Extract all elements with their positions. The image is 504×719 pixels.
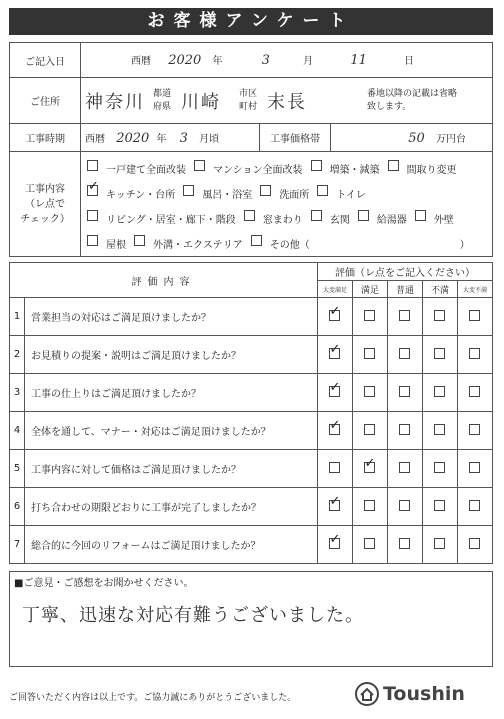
- opinion-label: ■ご意見・ご感想をお聞かせください。: [14, 578, 194, 589]
- period-label: 工事時期: [10, 124, 81, 152]
- rating-checkbox[interactable]: [399, 386, 410, 397]
- rating-checkbox[interactable]: [329, 462, 340, 473]
- work-item-label: 洗面所: [279, 190, 310, 201]
- info-table: [9, 42, 493, 257]
- rating-cell: [318, 374, 353, 412]
- rating-checkbox[interactable]: [364, 500, 375, 511]
- rating-cell: [458, 488, 493, 526]
- city-unit: 市区 町村: [239, 88, 258, 112]
- brand-name: Toushin: [383, 683, 465, 705]
- work-checkbox[interactable]: [415, 210, 426, 221]
- work-items: [85, 152, 488, 256]
- work-item: [87, 157, 186, 176]
- rating-checkbox[interactable]: [434, 424, 445, 435]
- rating-checkbox[interactable]: [329, 500, 340, 511]
- house-icon: [355, 682, 379, 706]
- work-checkbox[interactable]: [317, 185, 328, 196]
- work-item-label: 屋根: [106, 240, 126, 251]
- work-item-label: 間取り変更: [406, 165, 457, 176]
- column-very-satisfied: 大変満足: [318, 281, 353, 298]
- rating-cell: [353, 336, 388, 374]
- rating-cell: [353, 412, 388, 450]
- question-number: 3: [10, 374, 25, 412]
- question-text: 総合的に今回のリフォームはご満足頂けましたか？: [25, 526, 318, 564]
- period-row: [10, 124, 493, 152]
- date-label: ご記入日: [10, 43, 81, 78]
- question-number: 7: [10, 526, 25, 564]
- column-very-unsatisfied: 大変不満: [458, 281, 493, 298]
- rating-cell: [388, 336, 423, 374]
- work-checkbox[interactable]: [251, 235, 262, 246]
- rating-checkbox[interactable]: [364, 348, 375, 359]
- work-checkbox[interactable]: [311, 160, 322, 171]
- rating-checkbox[interactable]: [364, 310, 375, 321]
- work-item-label: マンション全面改装: [213, 165, 303, 176]
- work-checkbox[interactable]: [134, 235, 145, 246]
- rating-checkbox[interactable]: [469, 538, 480, 549]
- work-checkbox[interactable]: [183, 185, 194, 196]
- work-item-label: リビング・居室・廊下・階段: [106, 215, 236, 226]
- work-item-label: 増築・減築: [329, 165, 380, 176]
- work-item: [87, 232, 126, 251]
- rating-cell: [423, 488, 458, 526]
- work-item-label: 外溝・エクステリア: [153, 240, 243, 251]
- period-month: 3: [179, 130, 188, 146]
- work-item: [311, 207, 350, 226]
- price-unit: 万円台: [436, 133, 466, 145]
- evaluation-table: [9, 262, 493, 564]
- work-item: [415, 207, 454, 226]
- work-item-label: キッチン・台所: [106, 190, 176, 201]
- question-text: 工事の仕上りはご満足頂けましたか？: [25, 374, 318, 412]
- work-item-label: トイレ: [336, 190, 366, 201]
- survey-title: お客様アンケート: [9, 8, 493, 35]
- rating-cell: [318, 488, 353, 526]
- rating-checkbox[interactable]: [399, 462, 410, 473]
- date-year: 2020: [168, 53, 202, 68]
- period-year: 2020: [116, 130, 150, 146]
- question-text: お見積りの提案・説明はご満足頂けましたか？: [25, 336, 318, 374]
- price-value: 50: [408, 130, 425, 146]
- rating-cell: [353, 526, 388, 564]
- work-item: [194, 157, 303, 176]
- rating-checkbox[interactable]: [364, 538, 375, 549]
- rating-cell: [388, 412, 423, 450]
- evaluation-header-row: [10, 263, 493, 281]
- date-month: 3: [261, 53, 270, 68]
- evaluation-row: [10, 488, 493, 526]
- rating-checkbox[interactable]: [434, 500, 445, 511]
- evaluation-row: [10, 412, 493, 450]
- address-prefecture: 神奈川: [85, 91, 145, 113]
- rating-cell: [423, 450, 458, 488]
- rating-cell: [388, 526, 423, 564]
- question-text: 工事内容に対して価格はご満足頂けましたか？: [25, 450, 318, 488]
- rating-cell: [423, 526, 458, 564]
- question-text: 営業担当の対応はご満足頂けましたか？: [25, 298, 318, 336]
- rating-cell: [458, 336, 493, 374]
- date-year-unit: 年: [212, 56, 223, 67]
- rating-checkbox[interactable]: [399, 538, 410, 549]
- work-other-close: ）: [459, 240, 470, 251]
- rating-cell: [353, 488, 388, 526]
- rating-checkbox[interactable]: [399, 310, 410, 321]
- work-checkbox[interactable]: [358, 210, 369, 221]
- rating-checkbox[interactable]: [469, 462, 480, 473]
- work-item-label: 外壁: [433, 215, 454, 226]
- evaluation-row: [10, 298, 493, 336]
- prefecture-unit: 都道 府県: [153, 88, 172, 112]
- period-month-unit: 月頃: [199, 133, 220, 145]
- rating-checkbox[interactable]: [434, 348, 445, 359]
- brand-logo: [355, 682, 465, 706]
- rating-cell: [388, 374, 423, 412]
- rating-cell: [458, 526, 493, 564]
- rating-cell: [458, 374, 493, 412]
- rating-cell: [353, 450, 388, 488]
- work-item-label: その他（: [269, 240, 310, 251]
- work-item: [87, 207, 236, 226]
- work-checkbox[interactable]: [194, 160, 205, 171]
- rating-cell: [423, 412, 458, 450]
- rating-checkbox[interactable]: [329, 348, 340, 359]
- rating-cell: [318, 412, 353, 450]
- question-number: 2: [10, 336, 25, 374]
- date-era: 西暦: [131, 56, 151, 67]
- rating-cell: [353, 374, 388, 412]
- column-unsatisfied: 不満: [423, 281, 458, 298]
- rating-cell: [388, 488, 423, 526]
- rating-checkbox[interactable]: [469, 424, 480, 435]
- opinion-box: [9, 571, 493, 667]
- work-checkbox[interactable]: [87, 210, 98, 221]
- rating-checkbox[interactable]: [329, 538, 340, 549]
- evaluation-content-header: 評価内容: [10, 263, 318, 298]
- date-day-unit: 日: [404, 56, 415, 67]
- rating-cell: [458, 298, 493, 336]
- rating-cell: [318, 336, 353, 374]
- rating-checkbox[interactable]: [469, 310, 480, 321]
- rating-cell: [388, 298, 423, 336]
- price-label: 工事価格帯: [260, 124, 331, 152]
- question-number: 1: [10, 298, 25, 336]
- rating-checkbox[interactable]: [364, 424, 375, 435]
- work-item: [251, 232, 470, 251]
- question-number: 6: [10, 488, 25, 526]
- work-checkbox[interactable]: [87, 235, 98, 246]
- rating-checkbox[interactable]: [329, 386, 340, 397]
- footer-note: ご回答いただく内容は以上です。ご協力誠にありがとうございました。: [9, 693, 297, 703]
- work-item: [317, 182, 366, 201]
- question-number: 5: [10, 450, 25, 488]
- rating-checkbox[interactable]: [434, 462, 445, 473]
- rating-checkbox[interactable]: [329, 310, 340, 321]
- work-item: [260, 182, 309, 201]
- rating-cell: [458, 450, 493, 488]
- date-month-unit: 月: [303, 56, 314, 67]
- work-checkbox[interactable]: [388, 160, 399, 171]
- work-item: [388, 157, 457, 176]
- evaluation-row: [10, 374, 493, 412]
- column-normal: 普通: [388, 281, 423, 298]
- rating-checkbox[interactable]: [434, 310, 445, 321]
- address-city: 川崎: [181, 91, 221, 113]
- evaluation-row: [10, 336, 493, 374]
- date-day: 11: [350, 53, 367, 68]
- rating-cell: [318, 298, 353, 336]
- question-number: 4: [10, 412, 25, 450]
- rating-checkbox[interactable]: [469, 500, 480, 511]
- work-item-label: 窓まわり: [262, 215, 303, 226]
- rating-checkbox[interactable]: [364, 386, 375, 397]
- rating-cell: [353, 298, 388, 336]
- address-row: [10, 78, 493, 124]
- rating-cell: [388, 450, 423, 488]
- work-item-label: 一戸建て全面改装: [106, 165, 186, 176]
- work-item: [134, 232, 243, 251]
- rating-cell: [318, 526, 353, 564]
- rating-checkbox[interactable]: [434, 386, 445, 397]
- rating-checkbox[interactable]: [399, 424, 410, 435]
- date-row: [10, 43, 493, 78]
- address-town: 末長: [267, 91, 307, 113]
- rating-cell: [423, 374, 458, 412]
- rating-checkbox[interactable]: [399, 348, 410, 359]
- opinion-text[interactable]: 丁寧、迅速な対応有難うございました。: [22, 605, 364, 626]
- work-checkbox[interactable]: [244, 210, 255, 221]
- work-item: [311, 157, 380, 176]
- work-item: [244, 207, 303, 226]
- rating-cell: [458, 412, 493, 450]
- rating-checkbox[interactable]: [434, 538, 445, 549]
- work-label: 工事内容 （レ点で チェック）: [10, 152, 81, 257]
- rating-checkbox[interactable]: [364, 462, 375, 473]
- address-label: ご住所: [10, 78, 81, 124]
- evaluation-rating-header: 評価（レ点をご記入ください）: [318, 263, 493, 281]
- evaluation-row: [10, 526, 493, 564]
- work-item-label: 給湯器: [376, 215, 407, 226]
- work-item-label: 玄関: [329, 215, 350, 226]
- work-checkbox[interactable]: [260, 185, 271, 196]
- column-satisfied: 満足: [353, 281, 388, 298]
- work-item: [358, 207, 407, 226]
- work-checkbox[interactable]: [87, 185, 98, 196]
- rating-cell: [423, 298, 458, 336]
- work-row: [10, 152, 493, 257]
- question-text: 打ち合わせの期限どおりに工事が完了しましたか？: [25, 488, 318, 526]
- work-item-label: 風呂・浴室: [202, 190, 253, 201]
- rating-cell: [318, 450, 353, 488]
- rating-checkbox[interactable]: [469, 386, 480, 397]
- rating-checkbox[interactable]: [399, 500, 410, 511]
- address-note: 番地以降の記載は省略致します。: [367, 88, 458, 112]
- question-text: 全体を通して、マナー・対応はご満足頂けましたか？: [25, 412, 318, 450]
- rating-checkbox[interactable]: [469, 348, 480, 359]
- work-checkbox[interactable]: [87, 160, 98, 171]
- rating-checkbox[interactable]: [329, 424, 340, 435]
- work-item: [183, 182, 252, 201]
- period-era: 西暦: [85, 133, 105, 145]
- work-item: [87, 182, 175, 201]
- period-year-unit: 年: [156, 133, 167, 145]
- work-checkbox[interactable]: [311, 210, 322, 221]
- evaluation-row: [10, 450, 493, 488]
- rating-cell: [423, 336, 458, 374]
